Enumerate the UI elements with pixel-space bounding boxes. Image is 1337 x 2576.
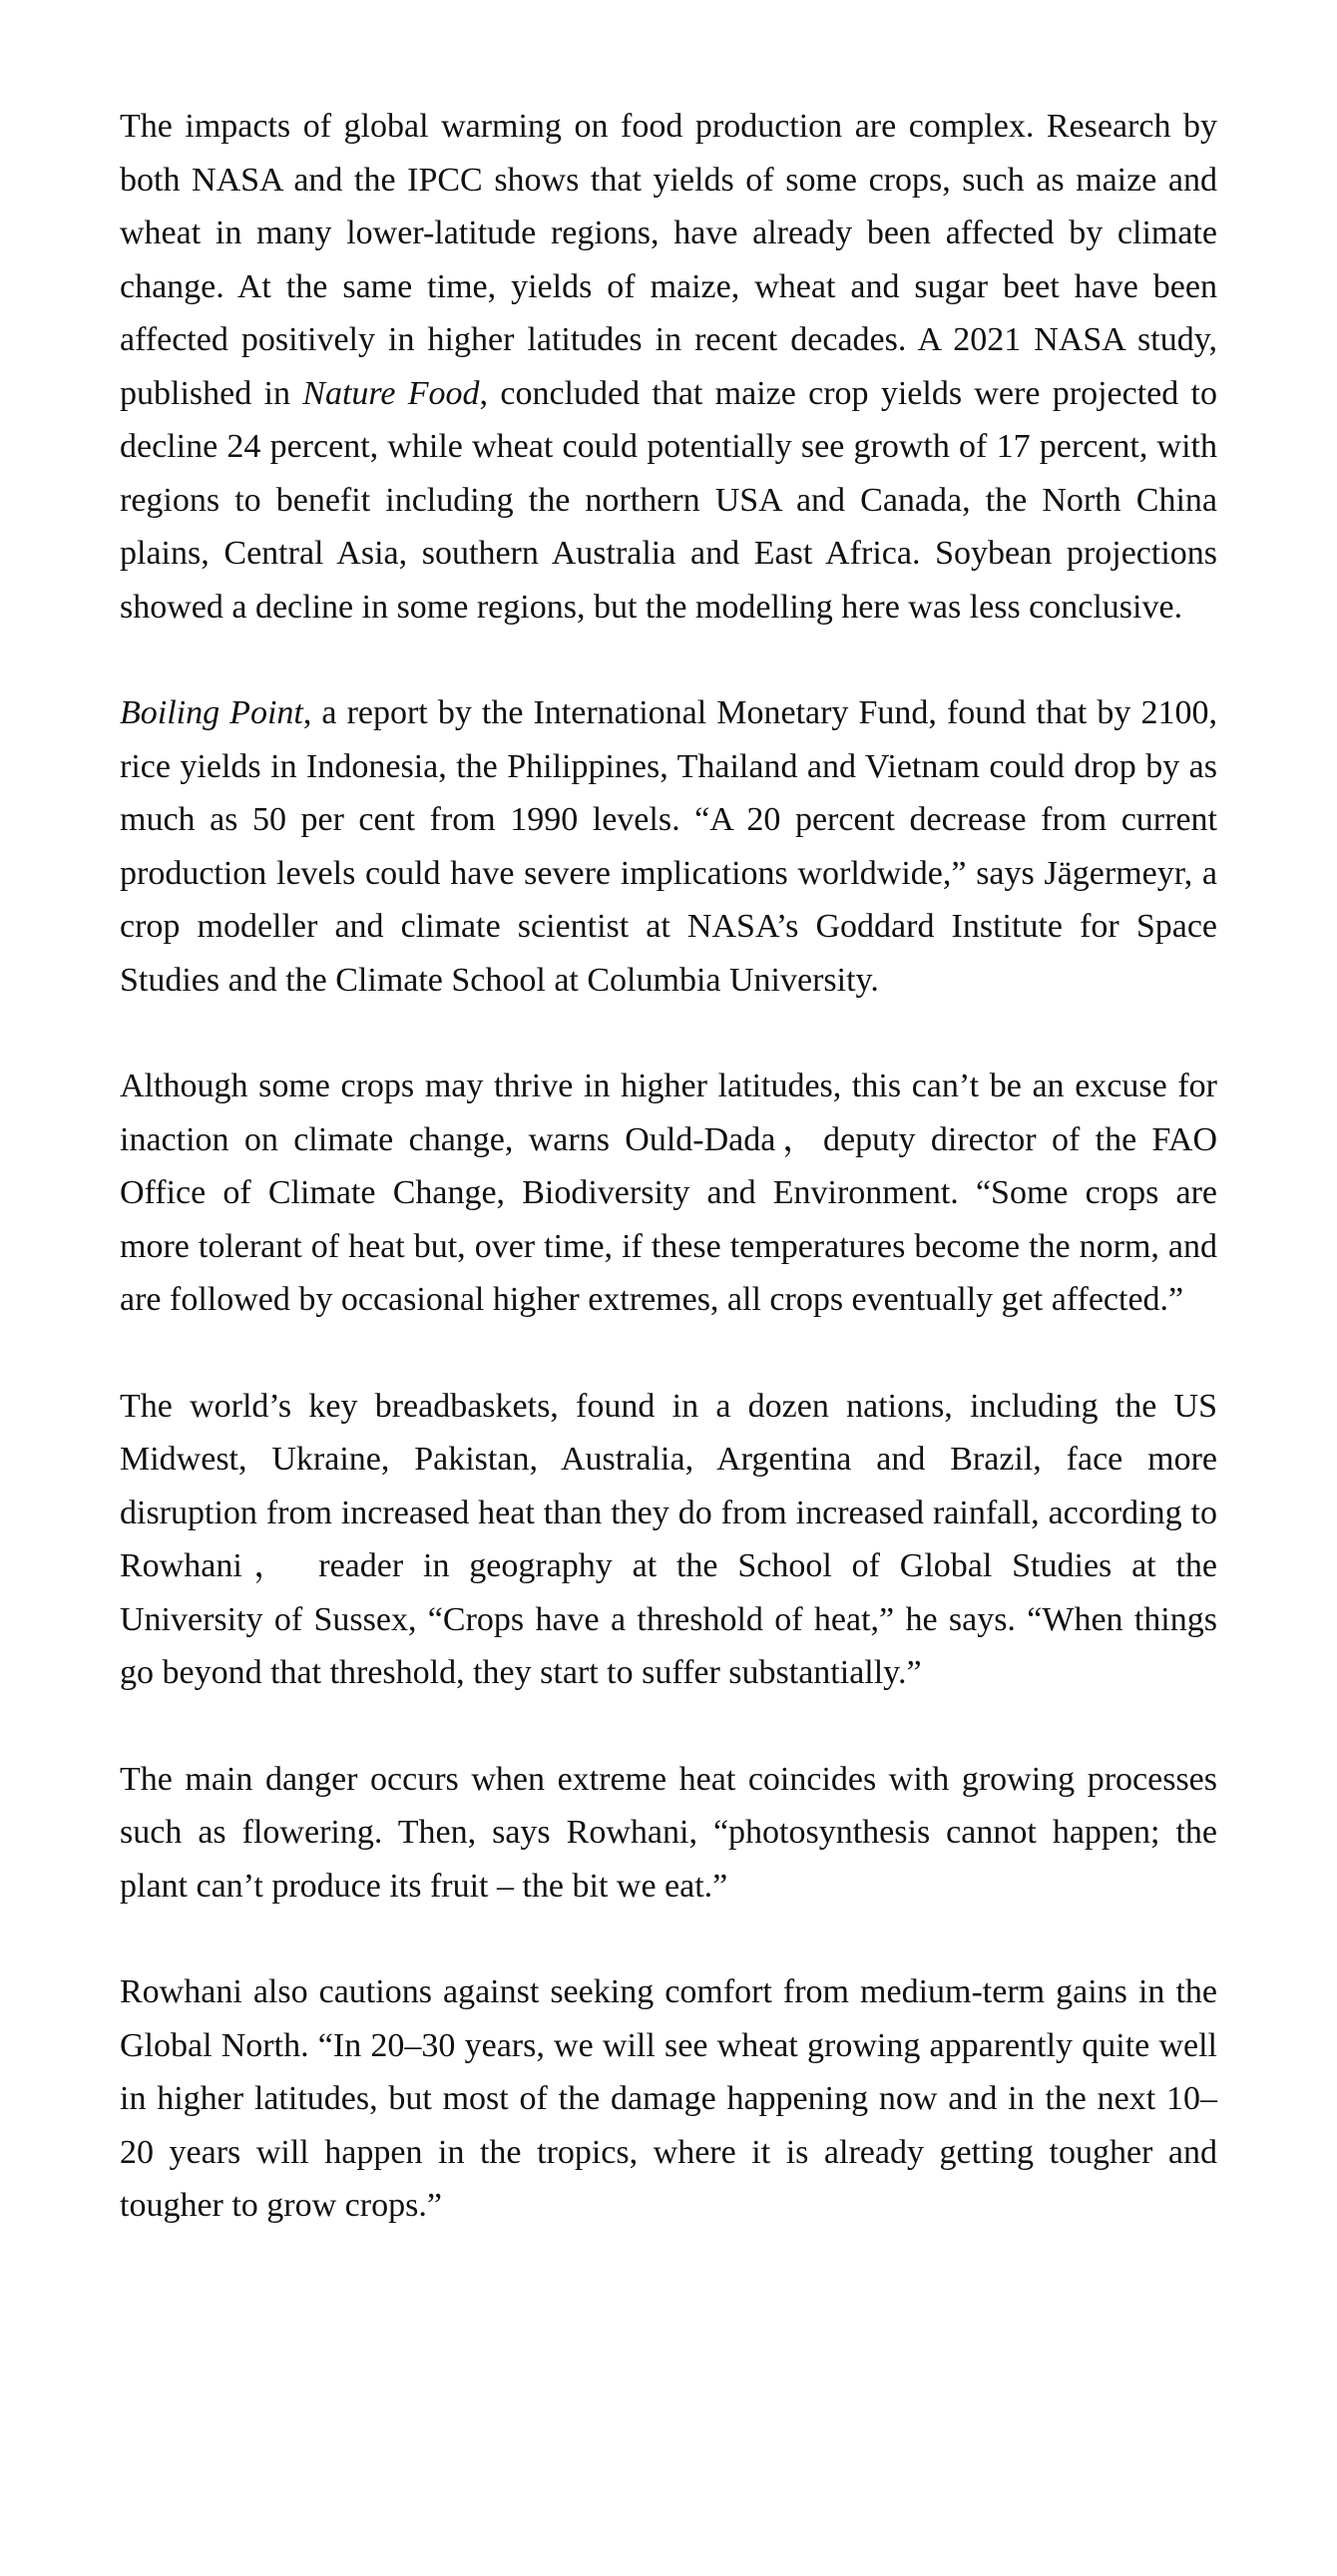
paragraph-text: The main danger occurs when extreme heat coincides with growing processes such as flowering. Then, says Rowhani, “photosynthesis cannot happen; the plant can’t produce its fruit – the bit we eat.” <box>120 1760 1217 1905</box>
paragraph-text: , a report by the International Monetary Fund, found that by 2100, rice yields in Indonesia, the Philippines, Thailand and Vietnam could drop by as much as 50 per cent from 1990 levels. “A 20 percent decrease from current production levels could have severe implications worldwide,” says Jägermeyr, a crop modeller and climate scientist at NASA’s Goddard Institute for Space Studies and the Climate School at Columbia University. <box>120 694 1217 999</box>
report-title-italic: Boiling Point <box>120 694 303 731</box>
journal-title-italic: Nature Food <box>302 374 480 412</box>
paragraph-text: , concluded that maize crop yields were projected to decline 24 percent, while wheat could potentially see growth of 17 percent, with regions to benefit including the northern USA and Canada, the North China plains, Central Asia, southern Australia and East Africa. Soybean projections showed a decline in some regions, but the modelling here was less conclusive. <box>120 374 1217 626</box>
paragraph-3 <box>120 1060 1217 1327</box>
paragraph-6 <box>120 1965 1217 2233</box>
paragraph-text: Rowhani also cautions against seeking comfort from medium-term gains in the Global North. “In 20–30 years, we will see wheat growing apparently quite well in higher latitudes, but most of the damage happening now and in the next 10–20 years will happen in the tropics, where it is already getting tougher and tougher to grow crops.” <box>120 1973 1217 2224</box>
paragraph-text: The impacts of global warming on food production are complex. Research by both NASA and the IPCC shows that yields of some crops, such as maize and wheat in many lower-latitude regions, have already been affected by climate change. At the same time, yields of maize, wheat and sugar beet have been affected positively in higher latitudes in recent decades. A 2021 NASA study, published in <box>120 108 1217 412</box>
paragraph-5 <box>120 1753 1217 1914</box>
paragraph-text: The world’s key breadbaskets, found in a dozen nations, including the US Midwest, Ukraine, Pakistan, Australia, Argentina and Brazil, face more disruption from increased heat than they do from increased rainfall, according to Rowhani， reader in geography at the School of Global Studies at the University of Sussex, “Crops have a threshold of heat,” he says. “When things go beyond that threshold, they start to suffer substantially.” <box>120 1387 1217 1691</box>
article-body <box>120 100 1217 2233</box>
paragraph-1 <box>120 100 1217 634</box>
paragraph-2 <box>120 686 1217 1007</box>
paragraph-4 <box>120 1380 1217 1700</box>
paragraph-text: Although some crops may thrive in higher latitudes, this can’t be an excuse for inaction on climate change, warns Ould-Dada，deputy director of the FAO Office of Climate Change, Biodiversity and Environment. “Some crops are more tolerant of heat but, over time, if these temperatures become the norm, and are followed by occasional higher extremes, all crops eventually get affected.” <box>120 1068 1217 1318</box>
